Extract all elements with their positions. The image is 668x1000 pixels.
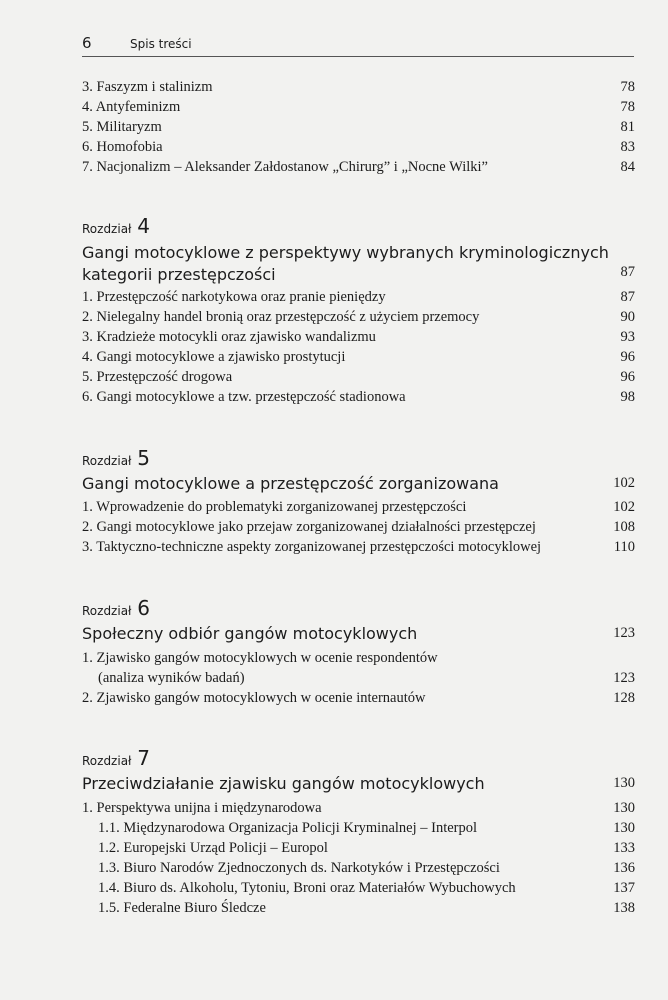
chapter-label — [82, 596, 150, 620]
chapter-label — [82, 214, 150, 238]
chapter-word: Rozdział — [82, 222, 132, 236]
entry-page: 110 — [613, 539, 635, 555]
entry-title: 4. Gangi motocyklowe a zjawisko prostytucji — [82, 349, 346, 365]
entry-title: 1. Wprowadzenie do problematyki zorganizowanej przestępczości — [82, 499, 467, 515]
entry-page: 78 — [620, 99, 635, 115]
chapter-title[interactable] — [82, 473, 635, 495]
entry-title: 6. Gangi motocyklowe a tzw. przestępczość stadionowa — [82, 389, 406, 405]
chapter-page: 87 — [620, 264, 635, 280]
entry-page: 87 — [620, 289, 635, 305]
entry-title: 5. Przestępczość drogowa — [82, 369, 233, 385]
toc-entry[interactable] — [82, 119, 635, 139]
entry-title: 7. Nacjonalizm – Aleksander Załdostanow „Chirurg” i „Nocne Wilki” — [82, 159, 488, 175]
toc-entry[interactable] — [82, 389, 635, 409]
toc-entry[interactable] — [82, 369, 635, 389]
chapter-word: Rozdział — [82, 604, 132, 618]
entry-page: 108 — [613, 519, 635, 535]
toc-entry-continuation[interactable] — [82, 670, 635, 690]
toc-entry[interactable] — [82, 99, 635, 119]
chapter-title-line: Przeciwdziałanie zjawisku gangów motocyklowych — [82, 774, 485, 793]
entry-title: 2. Nielegalny handel bronią oraz przestępczość z użyciem przemocy — [82, 309, 480, 325]
toc-entry[interactable] — [82, 800, 635, 820]
toc-subentry[interactable] — [82, 900, 635, 920]
entry-page: 133 — [613, 840, 635, 856]
toc-subentry[interactable] — [82, 860, 635, 880]
toc-entry[interactable] — [82, 79, 635, 99]
page-number: 6 — [82, 34, 92, 52]
entry-title: 2. Gangi motocyklowe jako przejaw zorganizowanej działalności przestępczej — [82, 519, 536, 535]
entry-page: 138 — [613, 900, 635, 916]
chapter-page: 130 — [613, 775, 635, 791]
chapter-page: 123 — [613, 625, 635, 641]
entry-page: 84 — [620, 159, 635, 175]
entry-title: 1.3. Biuro Narodów Zjednoczonych ds. Narkotyków i Przestępczości — [98, 860, 500, 876]
entry-page: 83 — [620, 139, 635, 155]
entry-title: 3. Taktyczno-techniczne aspekty zorganizowanej przestępczości motocyklowej — [82, 539, 542, 555]
entry-page: 130 — [613, 820, 635, 836]
entry-title: 1. Perspektywa unijna i międzynarodowa — [82, 800, 322, 816]
chapter-title-line: kategorii przestępczości — [82, 265, 276, 284]
chapter-number: 6 — [137, 596, 151, 620]
entry-page: 78 — [620, 79, 635, 95]
entry-title: 1. Zjawisko gangów motocyklowych w ocenie respondentów — [82, 650, 438, 666]
chapter-number: 4 — [137, 214, 151, 238]
toc-entry[interactable] — [82, 159, 635, 179]
entry-page: 136 — [613, 860, 635, 876]
entry-page: 81 — [620, 119, 635, 135]
toc-entry[interactable] — [82, 349, 635, 369]
chapter-number: 7 — [137, 746, 151, 770]
chapter-title-line: Gangi motocyklowe a przestępczość zorganizowana — [82, 474, 499, 493]
running-title: Spis treści — [130, 37, 192, 51]
chapter-number: 5 — [137, 446, 151, 470]
entry-title: 1.5. Federalne Biuro Śledcze — [98, 900, 266, 916]
entry-title: 1. Przestępczość narkotykowa oraz pranie pieniędzy — [82, 289, 386, 305]
chapter-label — [82, 446, 150, 470]
entry-title: 4. Antyfeminizm — [82, 99, 181, 115]
toc-entry[interactable] — [82, 519, 635, 539]
entry-page: 96 — [620, 369, 635, 385]
chapter-word: Rozdział — [82, 454, 132, 468]
entry-page: 96 — [620, 349, 635, 365]
entry-page: 123 — [613, 670, 635, 686]
chapter-title[interactable] — [82, 242, 635, 286]
entry-title: (analiza wyników badań) — [98, 670, 245, 686]
toc-entry[interactable] — [82, 329, 635, 349]
entry-page: 98 — [620, 389, 635, 405]
chapter-label — [82, 746, 150, 770]
entry-title: 3. Kradzieże motocykli oraz zjawisko wandalizmu — [82, 329, 376, 345]
entry-page: 130 — [613, 800, 635, 816]
entry-title: 1.4. Biuro ds. Alkoholu, Tytoniu, Broni oraz Materiałów Wybuchowych — [98, 880, 516, 896]
chapter-title-line: Społeczny odbiór gangów motocyklowych — [82, 624, 418, 643]
toc-entry[interactable] — [82, 139, 635, 159]
toc-subentry[interactable] — [82, 840, 635, 860]
chapter-page: 102 — [613, 475, 635, 491]
entry-title: 6. Homofobia — [82, 139, 163, 155]
entry-page: 128 — [613, 690, 635, 706]
chapter-word: Rozdział — [82, 754, 132, 768]
toc-entry[interactable] — [82, 499, 635, 519]
entry-title: 1.2. Europejski Urząd Policji – Europol — [98, 840, 328, 856]
chapter-title-line: Gangi motocyklowe z perspektywy wybranych kryminologicznych — [82, 243, 609, 262]
toc-entry[interactable] — [82, 690, 635, 710]
toc-entry[interactable] — [82, 650, 635, 670]
entry-title: 5. Militaryzm — [82, 119, 162, 135]
entry-page: 102 — [613, 499, 635, 515]
toc-subentry[interactable] — [82, 880, 635, 900]
chapter-title[interactable] — [82, 623, 635, 645]
entry-title: 3. Faszyzm i stalinizm — [82, 79, 213, 95]
chapter-title[interactable] — [82, 773, 635, 795]
toc-entry[interactable] — [82, 309, 635, 329]
entry-title: 2. Zjawisko gangów motocyklowych w ocenie internautów — [82, 690, 426, 706]
entry-page: 90 — [620, 309, 635, 325]
toc-entry[interactable] — [82, 539, 635, 559]
toc-entry[interactable] — [82, 289, 635, 309]
entry-page: 93 — [620, 329, 635, 345]
entry-title: 1.1. Międzynarodowa Organizacja Policji Kryminalnej – Interpol — [98, 820, 478, 836]
toc-subentry[interactable] — [82, 820, 635, 840]
page-header — [82, 34, 634, 57]
entry-page: 137 — [613, 880, 635, 896]
